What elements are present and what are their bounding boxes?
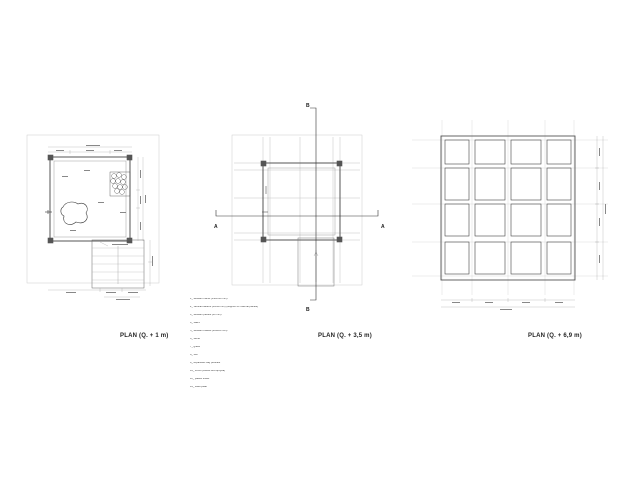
legend-item: 6_ stone (190, 338, 200, 340)
legend-item: 7_ grass (190, 346, 200, 348)
plan-2-floor-outline (263, 163, 340, 240)
plan-3-drawing (412, 120, 608, 310)
plan-2-grid (234, 137, 360, 283)
section-mark-b-bottom: B (306, 307, 310, 313)
legend-item: 1_ wooden frame (150x150 mm) (190, 298, 228, 300)
plan-1-caption: PLAN (Q. + 1 m) (120, 333, 169, 339)
plan-1-floor-outline (50, 157, 130, 241)
legend-item: 4_ stairs (190, 322, 200, 324)
plan-2-site-boundary (232, 135, 362, 285)
section-mark-b-top: B (306, 103, 310, 109)
legend (190, 298, 310, 394)
plan-1-drawing (27, 135, 159, 300)
legend-item: 3_ wooden panels (20 mm) (190, 314, 222, 316)
legend-item: 10_ shrub (Buxus Microphylla) (190, 370, 226, 372)
legend-item: 9_ expanded clay pebbles (190, 362, 221, 364)
plan-1-shrub-bed (110, 172, 130, 196)
section-mark-a-left: A (214, 224, 218, 230)
plan-3-caption: PLAN (Q. + 6,9 m) (528, 333, 582, 339)
plan-2-caption: PLAN (Q. + 3,5 m) (318, 333, 372, 339)
plan-1-stone (61, 202, 87, 224)
legend-item: 11_ plastic sheet (190, 378, 210, 380)
plan-2-section-lines (216, 108, 378, 300)
legend-item: 2_ vertical battens (40x60 mm) (support for internal panels) (190, 306, 259, 308)
plan-3-dimension-lines (441, 136, 603, 307)
plan-2-drawing (216, 108, 378, 300)
section-mark-a-right: A (381, 224, 385, 230)
legend-item: 8_ soil (190, 354, 198, 356)
legend-item: 12_ steel plate (190, 386, 207, 388)
plan-1-dimension-lines (48, 147, 152, 297)
plan-1-shrub-pattern (111, 173, 128, 195)
legend-item: 5_ wooden boards (40x200 mm) (190, 330, 228, 332)
